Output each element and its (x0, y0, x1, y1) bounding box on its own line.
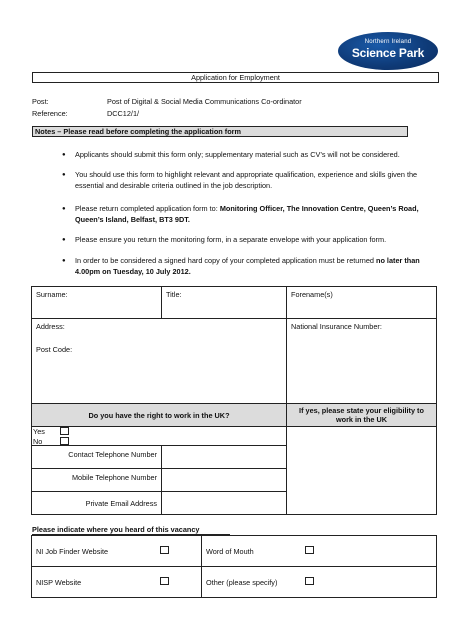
yes-label: Yes (33, 427, 45, 436)
bullet-icon: ● (62, 237, 66, 243)
right-to-work-answers (31, 426, 287, 446)
note-text: Please return completed application form to: (75, 204, 220, 213)
logo-line1: Northern Ireland (364, 39, 412, 45)
reference-value: DCC12/1/ (107, 109, 140, 118)
note-item: You should use this form to highlight relevant and appropriate qualification, experience and skills given the essential and desirable criteria outlined in the job description. (75, 170, 418, 190)
vacancy-option-wom[interactable] (201, 535, 437, 567)
no-checkbox[interactable] (60, 437, 69, 445)
option-label: NISP Website (36, 578, 82, 587)
bullet-icon: ● (62, 152, 66, 158)
post-code-label: Post Code: (36, 345, 73, 354)
nisp-checkbox[interactable] (160, 577, 169, 585)
note-text: In order to be considered a signed hard copy of your completed application must be returned (75, 256, 376, 265)
telephone-field[interactable] (161, 445, 287, 469)
wom-checkbox[interactable] (305, 546, 314, 554)
post-value: Post of Digital & Social Media Communications Co-ordinator (107, 97, 302, 106)
right-to-work-question: Do you have the right to work in the UK? (31, 403, 287, 427)
address-field[interactable] (31, 318, 287, 404)
note-deadline: no later than 4.00pm on Tuesday, 10 July 2012. (75, 256, 420, 276)
bullet-icon: ● (62, 172, 66, 178)
title-field[interactable] (161, 286, 287, 319)
other-checkbox[interactable] (305, 577, 314, 585)
vacancy-option-njf[interactable] (31, 535, 202, 567)
title-label: Title: (166, 290, 182, 299)
ni-number-label: National Insurance Number: (291, 322, 382, 331)
option-label: NI Job Finder Website (36, 547, 109, 556)
eligibility-field[interactable] (286, 426, 437, 515)
option-label: Word of Mouth (206, 547, 254, 556)
bullet-icon: ● (62, 206, 66, 212)
njf-checkbox[interactable] (160, 546, 169, 554)
telephone-label: Contact Telephone Number (68, 450, 157, 459)
email-field[interactable] (161, 491, 287, 515)
reference-label: Reference: (32, 109, 68, 118)
science-park-logo (338, 32, 438, 70)
note-item: Please ensure you return the monitoring form, in a separate envelope with your application form. (75, 235, 387, 244)
notes-heading: Notes – Please read before completing the application form (32, 126, 408, 137)
mobile-field[interactable] (161, 468, 287, 492)
email-label-cell (31, 491, 162, 515)
mobile-label: Mobile Telephone Number (71, 473, 157, 482)
no-label: No (33, 437, 43, 446)
vacancy-option-other[interactable] (201, 566, 437, 598)
address-label: Address: (36, 322, 65, 331)
post-label: Post: (32, 97, 49, 106)
vacancy-heading: Please indicate where you heard of this vacancy (32, 525, 230, 535)
eligibility-heading: If yes, please state your eligibility to work in the UK (286, 403, 437, 427)
vacancy-option-nisp[interactable] (31, 566, 202, 598)
ni-number-field[interactable] (286, 318, 437, 404)
forename-label: Forename(s) (291, 290, 333, 299)
form-title: Application for Employment (32, 72, 439, 83)
surname-label: Surname: (36, 290, 68, 299)
surname-field[interactable] (31, 286, 162, 319)
mobile-label-cell (31, 468, 162, 492)
yes-checkbox[interactable] (60, 427, 69, 435)
logo-line2: Science Park (351, 46, 425, 60)
note-item (75, 204, 430, 225)
note-item: Applicants should submit this form only; supplementary material such as CV’s will not be considered. (75, 150, 400, 159)
bullet-icon: ● (62, 258, 66, 264)
note-address: Monitoring Officer, The Innovation Centre, Queen’s Road, Queen’s Island, Belfast, BT3 9DT. (75, 204, 419, 224)
telephone-label-cell (31, 445, 162, 469)
option-label: Other (please specify) (206, 578, 278, 587)
email-label: Private Email Address (85, 499, 157, 508)
note-item (75, 256, 430, 277)
forename-field[interactable] (286, 286, 437, 319)
